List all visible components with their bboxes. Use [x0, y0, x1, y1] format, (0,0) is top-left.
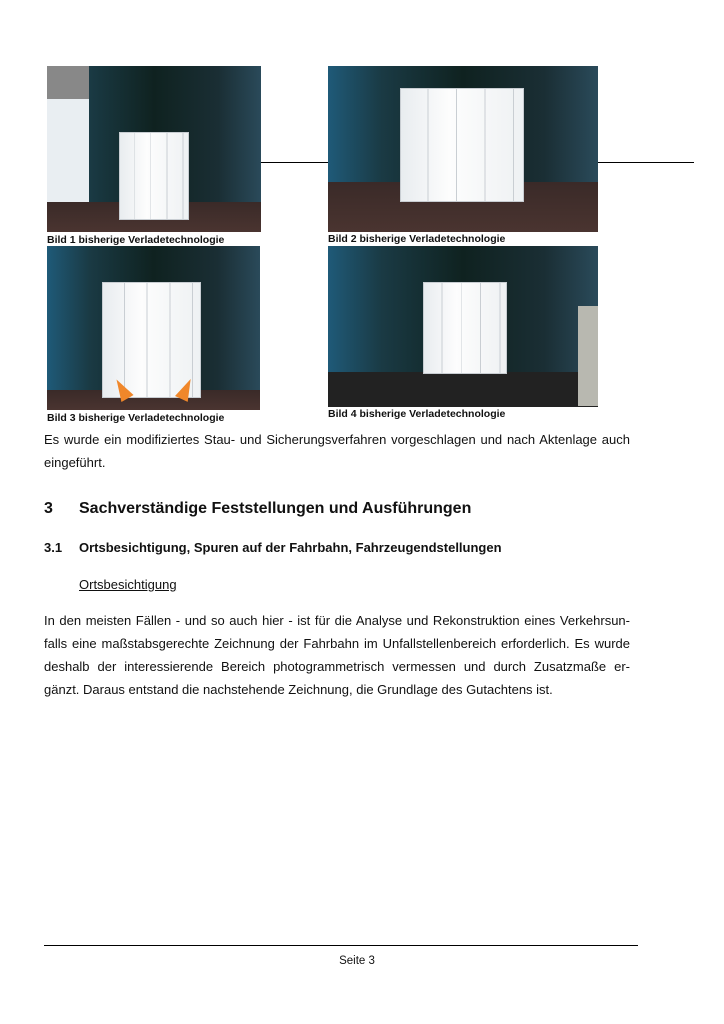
section-heading: 3 Sachverständige Feststellungen und Ausführungen — [44, 500, 472, 517]
divider — [598, 162, 694, 163]
photo-1 — [47, 66, 261, 232]
subheading: Ortsbesichtigung — [79, 577, 177, 592]
intro-text: Es wurde ein modifiziertes Stau- und Sicherungsverfahren vorgeschlagen und nach Aktenlage auch eingeführt. — [44, 432, 630, 470]
caption-1: Bild 1 bisherige Verladetechnologie — [47, 234, 225, 246]
caption-4: Bild 4 bisherige Verladetechnologie — [328, 408, 506, 420]
photo-2 — [328, 66, 598, 232]
divider — [261, 162, 328, 163]
photo-4 — [328, 246, 598, 407]
caption-3: Bild 3 bisherige Verladetechnologie — [47, 412, 225, 424]
page-number: Seite 3 — [339, 955, 375, 967]
paragraph: In den meisten Fällen - und so auch hier - ist für die Analyse und Rekonstruktion eines Verkehrsun- falls eine maßstabsgerechte Zeichnung der Fahrbahn im Unfallstellenbereich erforderlich. Es wurde deshalb der interessierende Bereich photogrammetrisch vermessen und durch Zusatzmaße er- gänzt. Daraus entstand die nachstehende Zeichnung, die Grundlage des Gutachtens ist. — [44, 613, 630, 697]
caption-2: Bild 2 bisherige Verladetechnologie — [328, 233, 506, 245]
photo-3 — [47, 246, 260, 410]
subsection-heading: 3.1 Ortsbesichtigung, Spuren auf der Fahrbahn, Fahrzeugendstellungen — [44, 540, 502, 555]
footer-divider — [44, 945, 638, 946]
